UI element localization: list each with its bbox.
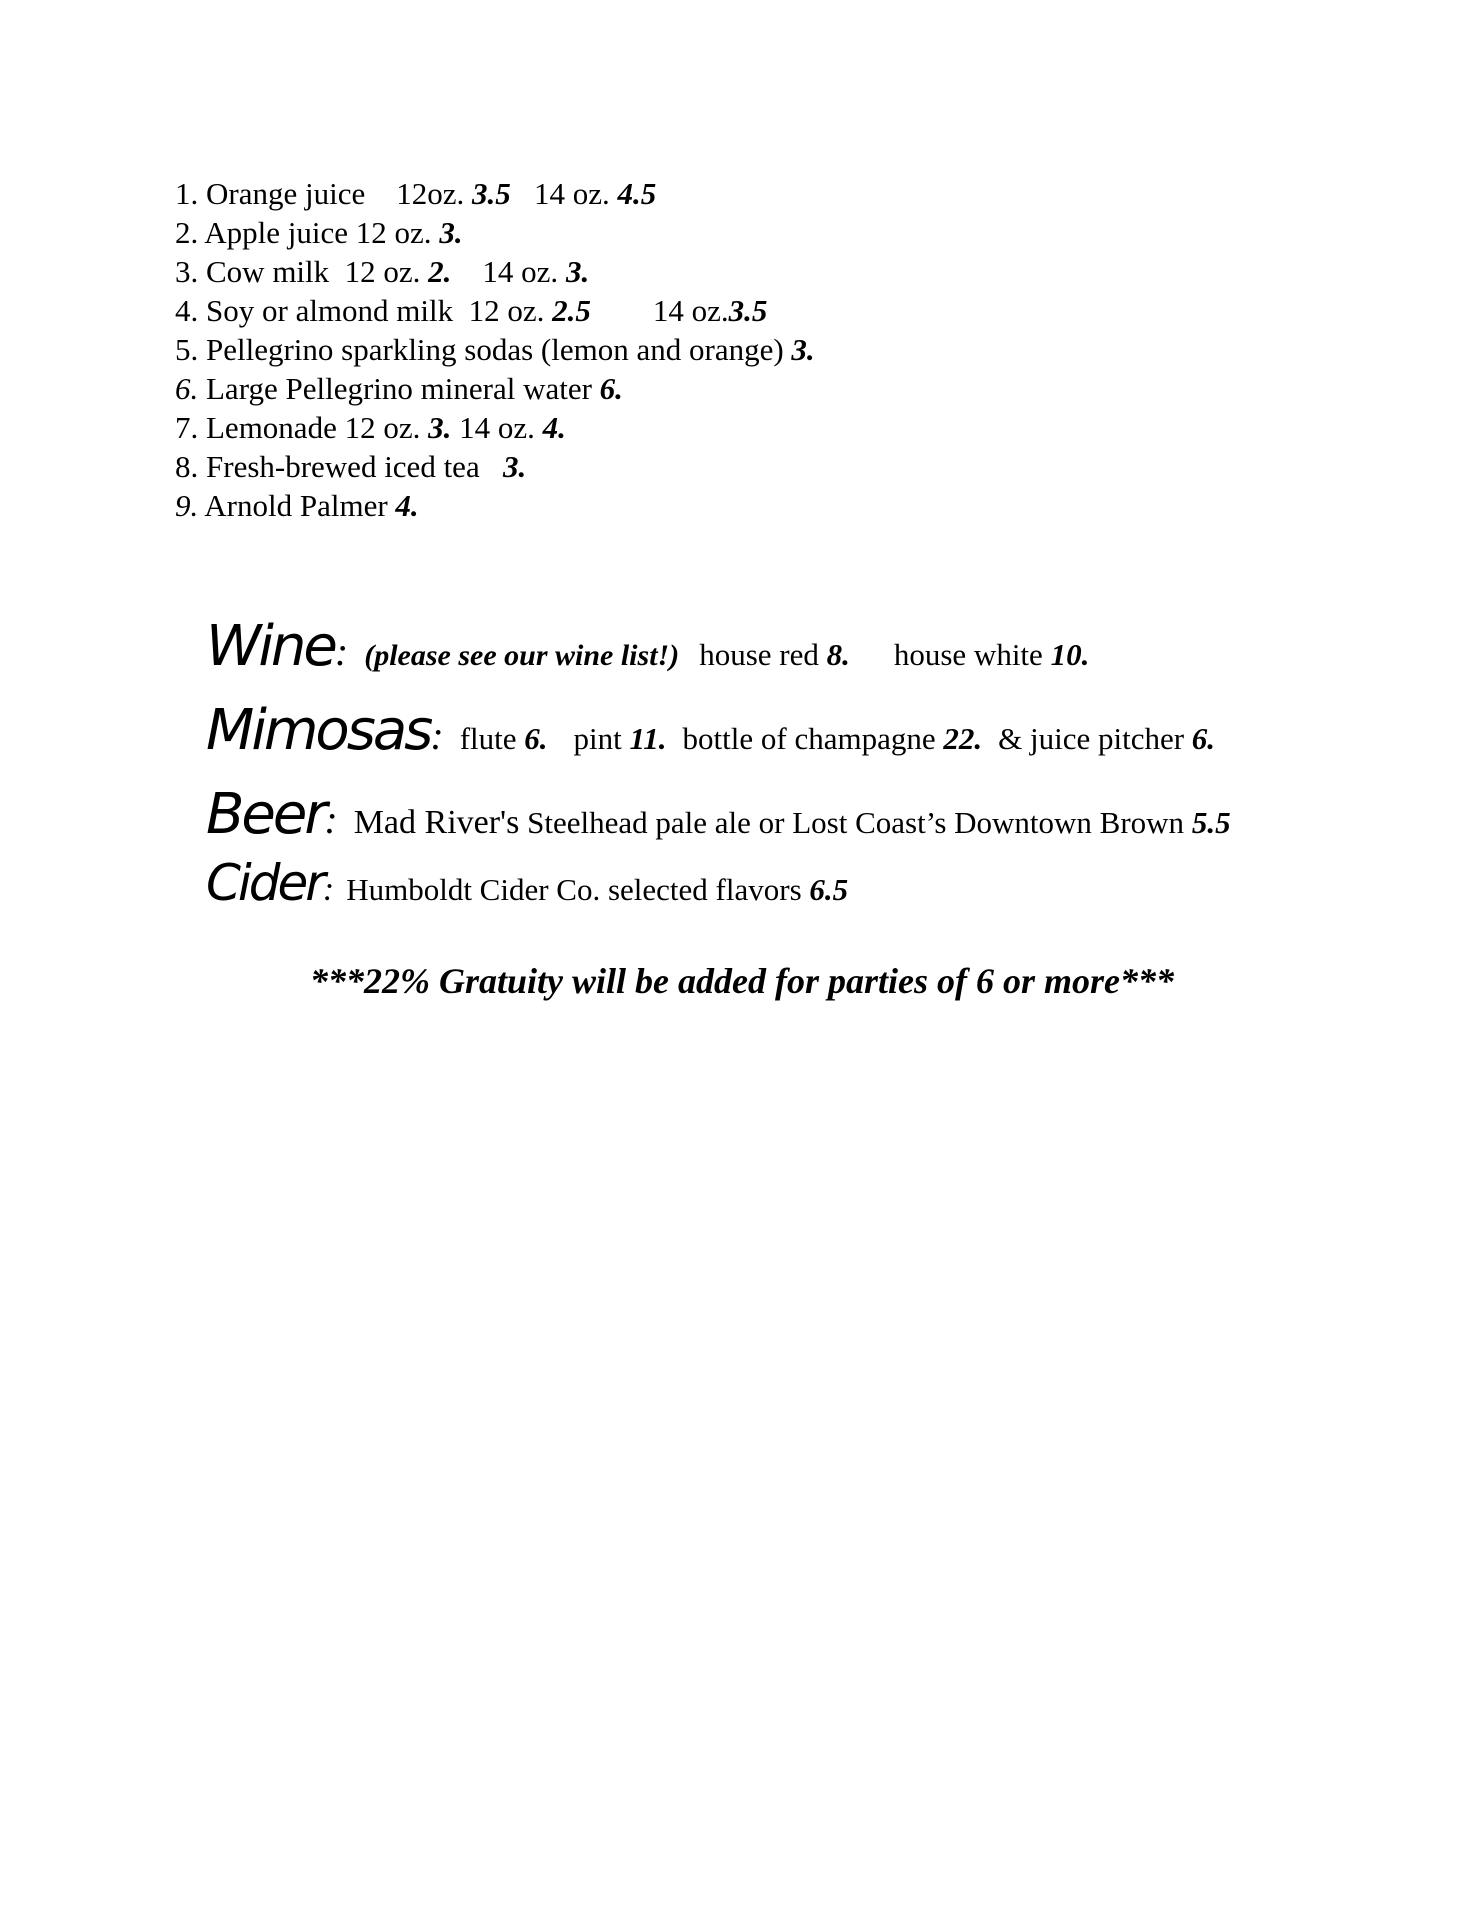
house-red-price: 8.	[826, 637, 850, 672]
non-alcoholic-list	[175, 174, 815, 525]
item-name: Orange juice 12oz.	[198, 176, 472, 211]
beer-price: 5.5	[1191, 805, 1231, 840]
item-number: 5.	[175, 332, 199, 367]
item-name: Soy or almond milk 12 oz.	[198, 293, 553, 328]
list-item	[175, 408, 815, 447]
item-name: Large Pellegrino mineral water	[198, 371, 600, 406]
item-price: 2.5	[552, 293, 591, 328]
item-number: 1.	[175, 176, 199, 211]
cider-colon: :	[322, 871, 335, 908]
item-size: 14 oz.	[451, 410, 543, 445]
item-name: Lemonade 12 oz.	[198, 410, 429, 445]
item-size: 14 oz.	[451, 254, 566, 289]
item-number: 2.	[175, 215, 199, 250]
list-item	[175, 369, 815, 408]
item-number: 4.	[175, 293, 199, 328]
bottle-label: bottle of champagne	[682, 721, 936, 756]
item-price: 3.	[791, 332, 815, 367]
mimosas-heading: Mimosas	[206, 698, 431, 763]
flute-label: flute	[459, 721, 517, 756]
list-item	[175, 252, 815, 291]
item-name: Pellegrino sparkling sodas (lemon and orange)	[198, 332, 792, 367]
bottle-price: 22.	[943, 721, 983, 756]
list-item	[175, 174, 815, 213]
list-item	[175, 330, 815, 369]
item-price: 3.	[428, 410, 452, 445]
wine-heading: Wine	[206, 614, 335, 679]
item-size: 14 oz.	[510, 176, 618, 211]
item-price: 3.5	[728, 293, 768, 328]
item-number: 3.	[175, 254, 199, 289]
item-price: 4.	[542, 410, 566, 445]
item-number: 7.	[175, 410, 199, 445]
item-number: 9.	[175, 488, 199, 523]
wine-colon: :	[334, 629, 349, 674]
item-price: 3.5	[471, 176, 511, 211]
beer-brand: Mad River's	[353, 804, 520, 841]
pitcher-price: 6.	[1191, 721, 1216, 756]
list-item	[175, 291, 815, 330]
item-number: 8.	[175, 449, 199, 484]
list-item	[175, 213, 815, 252]
cider-description: Humboldt Cider Co. selected flavors	[346, 872, 802, 907]
item-number: 6.	[175, 371, 199, 406]
beer-heading: Beer	[206, 782, 325, 847]
house-red-label: house red	[699, 637, 819, 672]
wine-note: (please see our wine list!)	[364, 639, 680, 672]
pint-label: pint	[573, 721, 622, 756]
item-name: Apple juice 12 oz.	[198, 215, 440, 250]
item-price: 3.	[565, 254, 590, 289]
list-item	[175, 486, 815, 525]
house-white-label: house white	[893, 637, 1043, 672]
item-name: Cow milk 12 oz.	[198, 254, 429, 289]
item-price: 3.	[439, 215, 463, 250]
cider-price: 6.5	[809, 872, 849, 907]
item-name: Fresh-brewed iced tea	[198, 449, 503, 484]
beer-description: Steelhead pale ale or Lost Coast’s Downtown Brown	[527, 805, 1185, 840]
cider-heading: Cider	[206, 854, 323, 912]
item-price: 4.	[395, 488, 419, 523]
item-name: Arnold Palmer	[198, 488, 396, 523]
flute-price: 6.	[524, 721, 548, 756]
house-white-price: 10.	[1050, 637, 1090, 672]
item-price: 3.	[502, 449, 527, 484]
item-price: 4.5	[617, 176, 657, 211]
mimosas-colon: :	[430, 713, 444, 758]
item-price: 2.	[428, 254, 452, 289]
pitcher-label: & juice pitcher	[998, 721, 1185, 756]
beer-colon: :	[324, 797, 338, 842]
item-price: 6.	[599, 371, 623, 406]
item-size: 14 oz.	[590, 293, 729, 328]
pint-price: 11.	[629, 721, 667, 756]
list-item	[175, 447, 815, 486]
cider-row	[175, 818, 848, 948]
gratuity-notice: ***22% Gratuity will be added for parties of 6 or more***	[310, 961, 1174, 1001]
